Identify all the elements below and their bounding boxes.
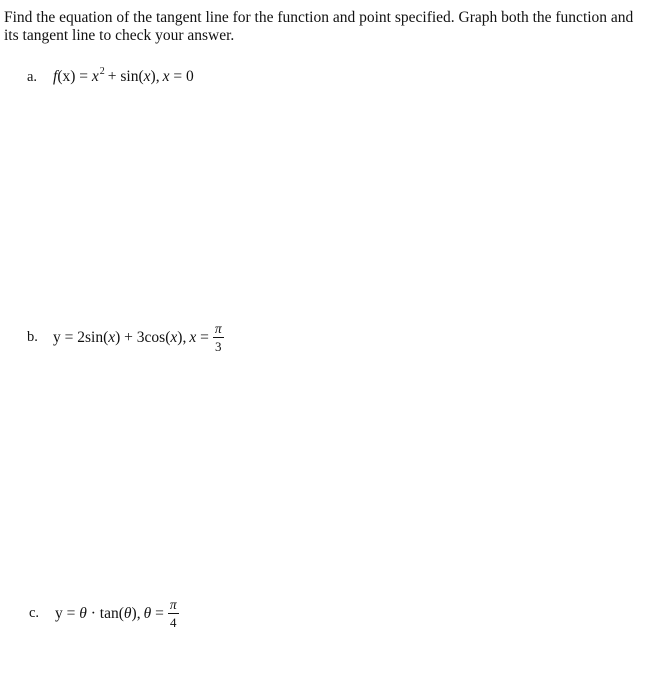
- problem-b-equation: [53, 321, 224, 354]
- problem-b-expr-2: ) + 3cos(: [115, 328, 171, 346]
- problem-c-equation: [55, 597, 179, 630]
- problem-b-eq: =: [60, 328, 78, 346]
- problem-a-point-val: 0: [185, 68, 194, 85]
- problem-c-dot-tan: · tan(: [86, 604, 124, 622]
- problem-b-expr-3: ): [177, 328, 183, 346]
- problem-b-expr-1: 2sin(: [77, 328, 109, 346]
- instructions-text: Find the equation of the tangent line for the function and point specified. Graph both the function and its tangent line to check your answer.: [4, 9, 634, 44]
- problem-a-comma: ,: [155, 68, 160, 85]
- problem-c-theta-1: θ: [79, 604, 87, 622]
- problem-c-lhs: y: [55, 604, 63, 622]
- problem-b-fraction: [213, 321, 224, 354]
- problem-a-fname: f: [53, 68, 58, 85]
- problem-b-lhs: y: [53, 328, 61, 346]
- problem-b-point-var: x: [189, 328, 197, 346]
- problem-c-eq: =: [62, 604, 80, 622]
- problem-c-close: ): [131, 604, 137, 622]
- problem-c-frac-bar: [168, 613, 179, 614]
- problem-b-point-eq: =: [196, 328, 209, 346]
- problem-a-close: ): [150, 68, 156, 85]
- problem-a-letter: a.: [27, 68, 38, 85]
- problem-a-sin-arg: x: [143, 68, 151, 85]
- problem-a-plus-sin: + sin(: [107, 68, 144, 85]
- problem-a-arg: (x): [57, 68, 76, 85]
- problem-c-fraction: [168, 597, 179, 630]
- problem-a-point-eq: =: [169, 68, 186, 85]
- problem-b-comma: ,: [182, 328, 187, 346]
- problem-c-point-var: θ: [143, 604, 152, 622]
- problem-b-frac-bar: [213, 337, 224, 338]
- problem-a-point-var: x: [162, 68, 170, 85]
- problem-c-theta-2: θ: [123, 604, 132, 622]
- problem-b-arg-2: x: [170, 328, 178, 346]
- problem-c-letter: c.: [29, 605, 40, 621]
- problem-a-equation: [53, 68, 194, 86]
- problem-b-frac-den: 3: [214, 339, 222, 354]
- problem-b: [27, 321, 224, 354]
- problem-b-frac-num: π: [214, 321, 222, 336]
- problem-a-x: x: [91, 68, 99, 85]
- problem-a-exponent: 2: [99, 66, 105, 77]
- problem-c-frac-num: π: [169, 597, 177, 612]
- problem-b-arg-1: x: [108, 328, 116, 346]
- problem-c-comma: ,: [136, 604, 141, 622]
- problem-a: [27, 68, 194, 86]
- problem-a-eq: =: [75, 68, 92, 85]
- problem-c-frac-den: 4: [169, 615, 177, 630]
- problem-c-point-eq: =: [151, 604, 164, 622]
- problem-b-letter: b.: [27, 329, 38, 345]
- problem-c: [29, 597, 179, 630]
